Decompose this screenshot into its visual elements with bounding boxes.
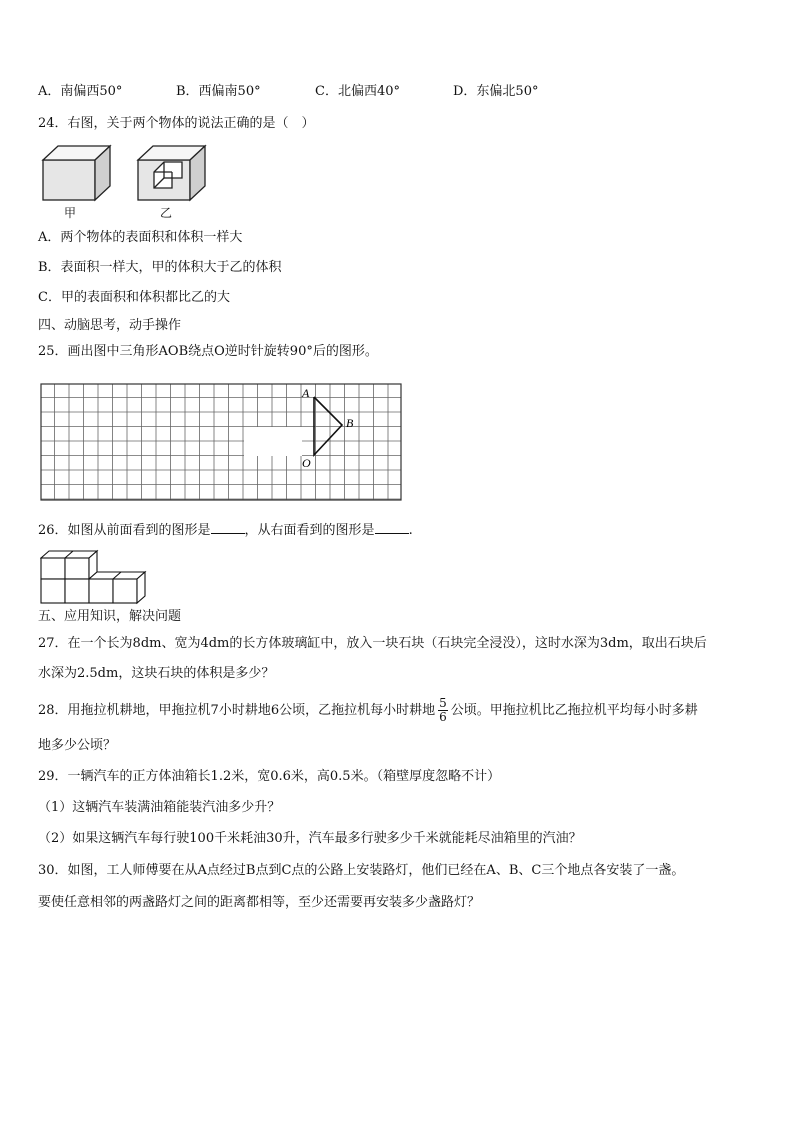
rotation-grid-figure bbox=[40, 383, 404, 503]
question-29-sub2: （2）如果这辆汽车每行驶100千米耗油30升，汽车最多行驶多少千米就能耗尽油箱里的汽油？ bbox=[38, 831, 582, 846]
q24-option-c: C．甲的表面积和体积都比乙的大 bbox=[38, 290, 230, 305]
question-27-line2: 水深为2.5dm，这块石块的体积是多少？ bbox=[38, 666, 275, 681]
question-27-line1: 27．在一个长为8dm、宽为4dm的长方体玻璃缸中，放入一块石块（石块完全浸没），这时水深为3dm，取出石块后 bbox=[38, 636, 707, 651]
question-30-line1: 30．如图，工人师傅要在从A点经过B点到C点的公路上安装路灯，他们已经在A、B、C三个地点各安装了一盏。 bbox=[38, 863, 685, 878]
q28-fraction-numerator: 5 bbox=[439, 696, 447, 710]
question-29-sub1: （1）这辆汽车装满油箱能装汽油多少升？ bbox=[38, 800, 281, 815]
q24-option-a: A．两个物体的表面积和体积一样大 bbox=[38, 230, 243, 245]
label-yi: 乙 bbox=[160, 206, 173, 220]
option-c: C．北偏西40° bbox=[315, 84, 400, 99]
grid-blank-patch bbox=[244, 427, 302, 456]
question-28-line2: 地多少公顷？ bbox=[38, 738, 117, 753]
q26-blank-right bbox=[375, 521, 409, 534]
point-o-label: O bbox=[302, 456, 311, 470]
q28-fraction-denominator: 6 bbox=[439, 710, 447, 724]
label-jia: 甲 bbox=[64, 206, 77, 220]
q26-part2: ，从右面看到的图形是 bbox=[244, 523, 375, 538]
point-a-label: A bbox=[302, 386, 310, 400]
question-29-stem: 29．一辆汽车的正方体油箱长1.2米，宽0.6米，高0.5米。（箱壁厚度忽略不计） bbox=[38, 769, 501, 784]
cube-stack-figure bbox=[40, 549, 150, 605]
q28-part1: 28．用拖拉机耕地，甲拖拉机7小时耕地6公顷，乙拖拉机每小时耕地 bbox=[38, 703, 436, 718]
option-d: D．东偏北50° bbox=[453, 84, 539, 99]
q24-option-b: B．表面积一样大，甲的体积大于乙的体积 bbox=[38, 260, 282, 275]
section-5-heading: 五、应用知识，解决问题 bbox=[38, 609, 182, 624]
q28-part2: 公顷。甲拖拉机比乙拖拉机平均每小时多耕 bbox=[450, 703, 698, 718]
question-28-line1 bbox=[38, 694, 698, 728]
q28-fraction bbox=[438, 697, 448, 724]
q26-blank-front bbox=[211, 521, 245, 534]
section-4-heading: 四、动脑思考，动手操作 bbox=[38, 318, 182, 333]
solid-jia-figure bbox=[43, 146, 110, 200]
question-24-stem: 24．右图，关于两个物体的说法正确的是（ ） bbox=[38, 116, 315, 131]
triangle-aob bbox=[314, 397, 342, 455]
question-26-stem bbox=[38, 521, 413, 539]
point-b-label: B bbox=[346, 416, 354, 430]
question-25-stem: 25．画出图中三角形AOB绕点O逆时针旋转90°后的图形。 bbox=[38, 344, 378, 359]
option-a: A．南偏西50° bbox=[38, 84, 123, 99]
q26-part3: . bbox=[408, 523, 413, 538]
q26-part1: 26．如图从前面看到的图形是 bbox=[38, 523, 211, 538]
question-30-line2: 要使任意相邻的两盏路灯之间的距离都相等，至少还需要再安装多少盏路灯？ bbox=[38, 895, 481, 910]
option-b: B．西偏南50° bbox=[176, 84, 261, 99]
solid-yi-figure bbox=[138, 146, 205, 200]
